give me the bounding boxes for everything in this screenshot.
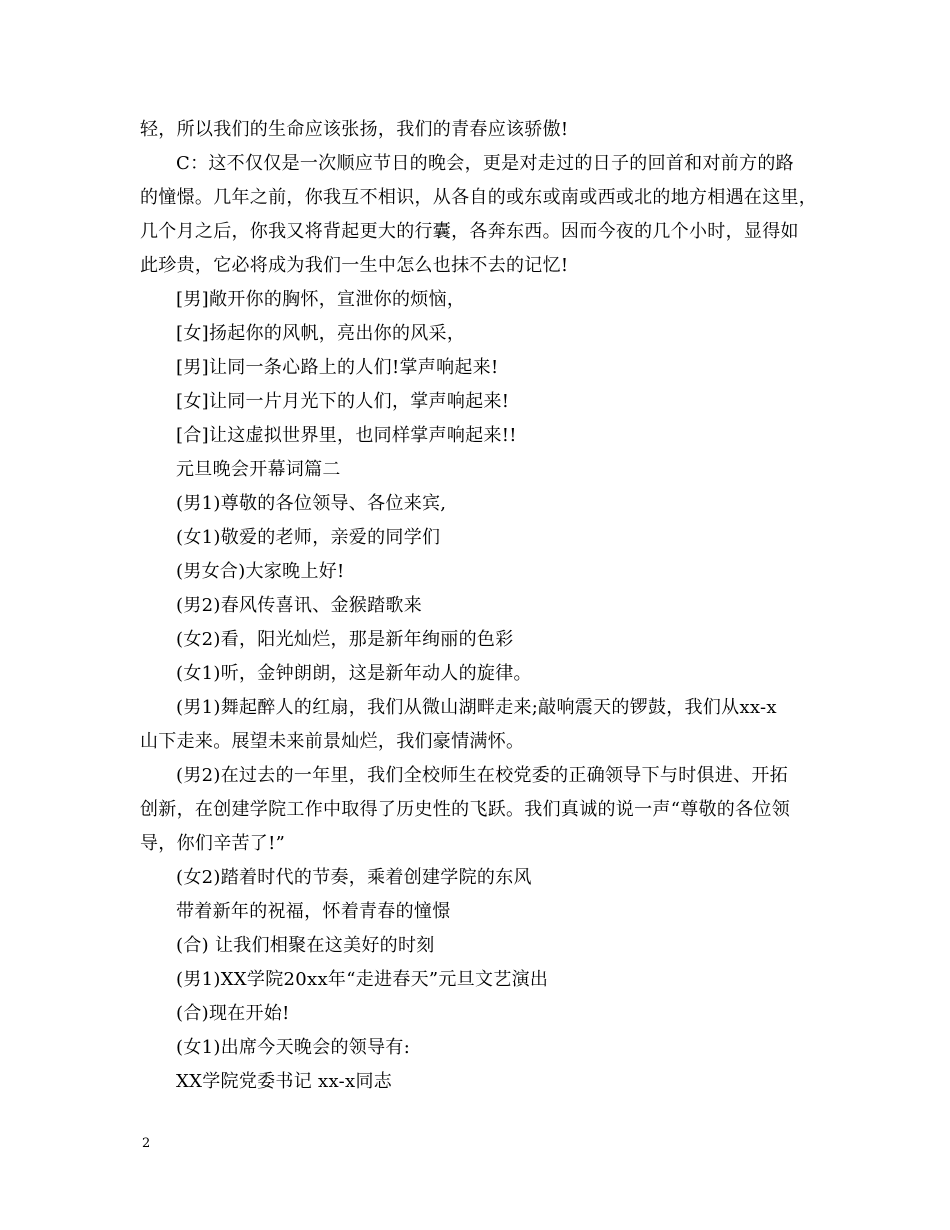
text-line: 此珍贵，它必将成为我们一生中怎么也抹不去的记忆! xyxy=(140,255,569,276)
text-line: (女1)出席今天晚会的领导有: xyxy=(176,1037,411,1058)
text-line: 导，你们辛苦了!” xyxy=(140,833,286,854)
text-line: (合) 让我们相聚在这美好的时刻 xyxy=(176,935,435,956)
text-line: 轻，所以我们的生命应该张扬，我们的青春应该骄傲! xyxy=(140,119,569,140)
text-line: (男1)尊敬的各位领导、各位来宾, xyxy=(176,493,447,514)
text-line: (女1)听，金钟朗朗，这是新年动人的旋律。 xyxy=(176,663,532,684)
text-line: (女1)敬爱的老师，亲爱的同学们 xyxy=(176,527,441,548)
text-line: (男2)在过去的一年里，我们全校师生在校党委的正确领导下与时俱进、开拓 xyxy=(176,765,788,786)
text-line: 的憧憬。几年之前，你我互不相识，从各自的或东或南或西或北的地方相遇在这里， xyxy=(140,187,818,208)
text-line: 创新，在创建学院工作中取得了历史性的飞跃。我们真诚的说一声“尊敬的各位领 xyxy=(140,799,790,820)
text-line: (男1)XX学院20xx年“走进春天”元旦文艺演出 xyxy=(176,969,549,990)
text-line: (男女合)大家晚上好! xyxy=(176,561,345,582)
text-line: [男]敞开你的胸怀，宣泄你的烦恼， xyxy=(176,289,466,310)
text-line: 带着新年的祝福，怀着青春的憧憬 xyxy=(176,901,451,922)
text-line: C：这不仅仅是一次顺应节日的晚会，更是对走过的日子的回首和对前方的路 xyxy=(176,153,794,174)
text-line: 山下走来。展望未来前景灿烂，我们豪情满怀。 xyxy=(140,731,525,752)
text-line: (合)现在开始! xyxy=(176,1003,290,1024)
text-line: (女2)踏着时代的节奏，乘着创建学院的东风 xyxy=(176,867,532,888)
text-line: [女]让同一片月光下的人们，掌声响起来! xyxy=(176,391,510,412)
text-line: [合]让这虚拟世界里，也同样掌声响起来!! xyxy=(176,425,517,446)
text-line: (男1)舞起醉人的红扇，我们从微山湖畔走来;敲响震天的锣鼓，我们从xx-x xyxy=(176,697,777,718)
section-heading: 元旦晚会开幕词篇二 xyxy=(176,459,341,480)
text-line: XX学院党委书记 xx-x同志 xyxy=(176,1071,393,1092)
page-number: 2 xyxy=(142,1136,151,1151)
text-line: 几个月之后，你我又将背起更大的行囊，各奔东西。因而今夜的几个小时，显得如 xyxy=(140,221,799,242)
text-line: [女]扬起你的风帆，亮出你的风采， xyxy=(176,323,466,344)
text-line: (女2)看，阳光灿烂，那是新年绚丽的色彩 xyxy=(176,629,514,650)
text-line: [男]让同一条心路上的人们!掌声响起来! xyxy=(176,357,499,378)
text-line: (男2)春风传喜讯、金猴踏歌来 xyxy=(176,595,422,616)
